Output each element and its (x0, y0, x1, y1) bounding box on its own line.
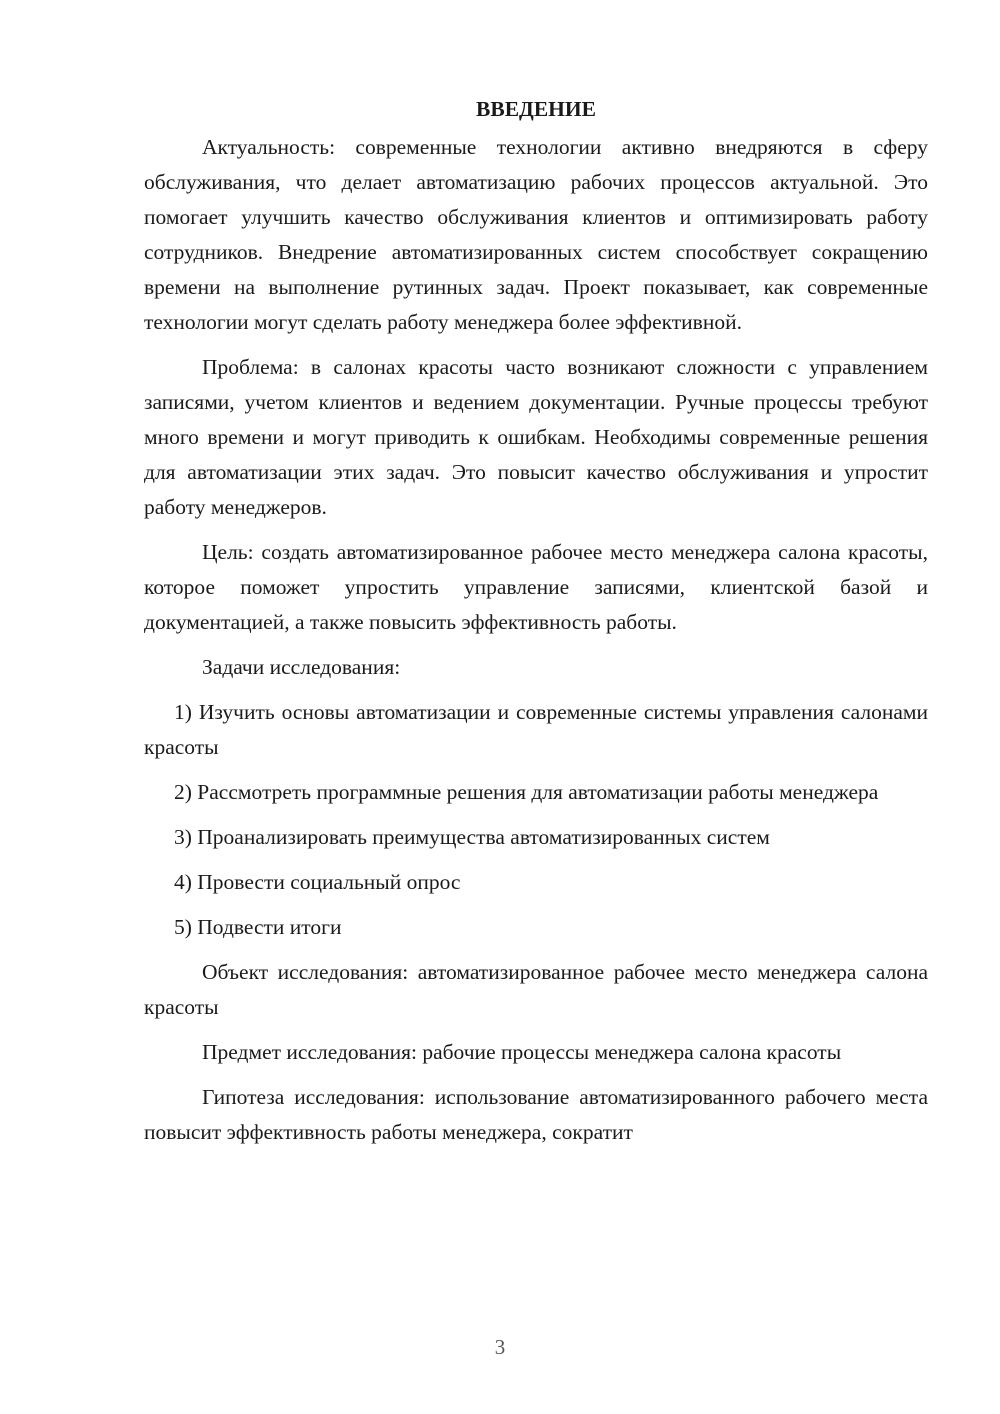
page-number: 3 (494, 1335, 506, 1359)
paragraph-goal: Цель: создать автоматизированное рабочее место менеджера салона красоты, которое поможет упростить управление записями, клиентской базой и документацией, а также повысить эффективность работы. (144, 540, 928, 634)
document-page (144, 92, 928, 1160)
task-item-2: 2) Рассмотреть программные решения для автоматизации работы менеджера (174, 780, 879, 804)
paragraph-object: Объект исследования: автоматизированное рабочее место менеджера салона красоты (144, 960, 928, 1019)
task-item-1: 1) Изучить основы автоматизации и современные системы управления салонами красоты (144, 700, 928, 759)
paragraph-hypothesis: Гипотеза исследования: использование автоматизированного рабочего места повысит эффективность работы менеджера, сократит (144, 1085, 928, 1144)
task-item-5: 5) Подвести итоги (174, 915, 342, 939)
section-title: ВВЕДЕНИЕ (476, 97, 596, 121)
paragraph-relevance: Актуальность: современные технологии активно внедряются в сферу обслуживания, что делает автоматизацию рабочих процессов актуальной. Это помогает улучшить качество обслуживания клиентов и оптимизировать работу сотрудников. Внедрение автоматизированных систем способствует сокращению времени на выполнение рутинных задач. Проект показывает, как современные технологии могут сделать работу менеджера более эффективной. (144, 135, 928, 334)
paragraph-tasks-heading: Задачи исследования: (202, 655, 401, 679)
task-item-3: 3) Проанализировать преимущества автоматизированных систем (174, 825, 770, 849)
paragraph-subject: Предмет исследования: рабочие процессы менеджера салона красоты (202, 1040, 842, 1064)
task-item-4: 4) Провести социальный опрос (174, 870, 461, 894)
paragraph-problem: Проблема: в салонах красоты часто возникают сложности с управлением записями, учетом клиентов и ведением документации. Ручные процессы требуют много времени и могут приводить к ошибкам. Необходимы современные решения для автоматизации этих задач. Это повысит качество обслуживания и упростит работу менеджеров. (144, 355, 928, 519)
